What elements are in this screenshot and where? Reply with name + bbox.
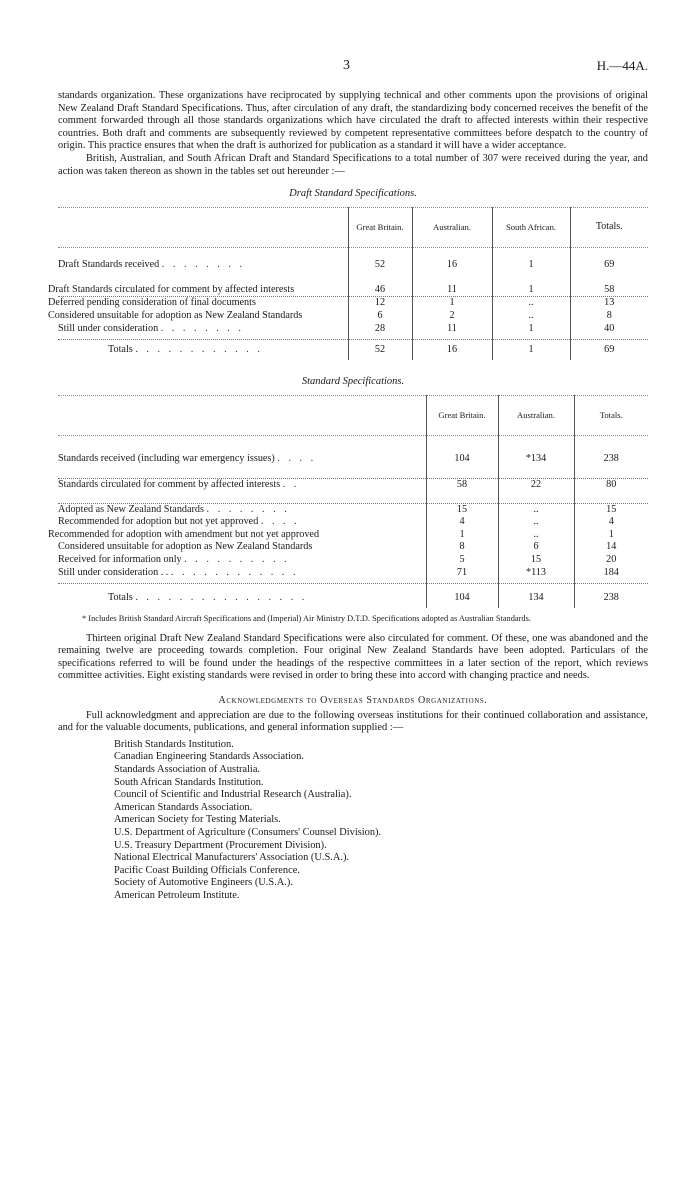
- table-cell: 8: [570, 310, 648, 323]
- draft-table-header-row: [58, 207, 648, 247]
- table-cell: 15: [426, 503, 498, 516]
- table-cell: 1: [574, 529, 648, 542]
- table-cell: 6: [498, 541, 574, 554]
- table-cell: 16: [412, 259, 492, 272]
- table-cell: 22: [498, 478, 574, 491]
- table-cell: 104: [426, 453, 498, 466]
- table-row: [58, 453, 648, 466]
- row-label: Considered unsuitable for adoption as New Zealand Standards: [48, 310, 303, 322]
- table-cell: 104: [426, 583, 498, 608]
- table-cell: 15: [574, 503, 648, 516]
- table-row: [58, 297, 648, 310]
- row-label: Standards received (including war emergency issues): [58, 453, 275, 465]
- leader-dots: . . . . . . . . . . . .: [170, 566, 299, 578]
- organizations-list: [114, 739, 648, 903]
- draft-table-caption: Draft Standard Specifications.: [289, 188, 417, 200]
- table-row: [58, 516, 648, 529]
- leader-dots: . . . . . . . . . . . . . . . .: [135, 591, 308, 603]
- table-cell: *113: [498, 567, 574, 580]
- row-label: Deferred pending consideration of final documents: [58, 297, 348, 310]
- document-reference: H.—44A.: [596, 58, 648, 73]
- table-cell: 4: [574, 516, 648, 529]
- table-cell: 20: [574, 554, 648, 567]
- table-row: [58, 310, 648, 323]
- list-item: South African Standards Institution.: [114, 776, 264, 788]
- page-number: 3: [343, 58, 350, 73]
- table-cell: 8: [426, 541, 498, 554]
- standard-table-header-row: [58, 395, 648, 435]
- list-item: American Petroleum Institute.: [114, 889, 240, 901]
- table-row: [58, 529, 648, 542]
- list-item: British Standards Institution.: [114, 738, 234, 750]
- table-cell: 4: [426, 516, 498, 529]
- table-cell: 1: [492, 323, 570, 336]
- table-cell: 12: [348, 297, 412, 310]
- standard-specifications-table: [48, 395, 648, 608]
- table-row: [58, 541, 648, 554]
- acknowledgments-heading: Acknowledgments to Overseas Standards Organizations.: [218, 695, 488, 707]
- report-page: [48, 58, 648, 903]
- table-cell: 1: [492, 259, 570, 272]
- table-cell: 13: [570, 297, 648, 310]
- leader-dots: . . . . . . . .: [161, 259, 246, 271]
- list-item: National Electrical Manufacturers' Association (U.S.A.).: [114, 852, 350, 864]
- list-item: Society of Automotive Engineers (U.S.A.).: [114, 877, 293, 889]
- row-label: Draft Standards received: [58, 259, 160, 271]
- table-row: [58, 284, 648, 297]
- table-cell: ..: [498, 516, 574, 529]
- table-row: [58, 323, 648, 336]
- totals-row: [58, 339, 648, 360]
- table-cell: 58: [426, 478, 498, 491]
- leader-dots: . . . .: [260, 516, 300, 528]
- table-cell: 6: [348, 310, 412, 323]
- leader-dots: . .: [282, 478, 300, 490]
- list-item: Pacific Coast Building Officials Conference.: [114, 864, 300, 876]
- table-cell: 1: [412, 297, 492, 310]
- table-cell: 134: [498, 583, 574, 608]
- row-label: Considered unsuitable for adoption as New Zealand Standards: [58, 541, 313, 553]
- column-header: Totals.: [570, 207, 648, 247]
- table-row: [58, 259, 648, 272]
- table-cell: 15: [498, 554, 574, 567]
- column-header: Australian.: [412, 207, 492, 247]
- row-label: Received for information only: [58, 553, 182, 565]
- table-cell: 5: [426, 554, 498, 567]
- table-cell: 69: [570, 339, 648, 360]
- table-cell: ..: [492, 297, 570, 310]
- table-cell: 14: [574, 541, 648, 554]
- table-cell: 238: [574, 583, 648, 608]
- table-cell: 52: [348, 259, 412, 272]
- table-cell: 11: [412, 323, 492, 336]
- leader-dots: . . . .: [277, 453, 317, 465]
- row-label: Standards circulated for comment by affected interests: [58, 478, 281, 490]
- standard-table-caption: Standard Specifications.: [301, 376, 405, 388]
- table-row: [58, 567, 648, 580]
- column-header: Great Britain.: [426, 395, 498, 435]
- leader-dots: . . . . . . . .: [160, 322, 244, 334]
- leader-dots: . . . . . . . . . .: [184, 553, 290, 565]
- table-cell: 16: [412, 339, 492, 360]
- totals-row: [58, 583, 648, 608]
- list-item: American Standards Association.: [114, 801, 253, 813]
- table-cell: 1: [492, 339, 570, 360]
- table-row: [58, 503, 648, 516]
- footnote: * Includes British Standard Aircraft Specifications and (Imperial) Air Ministry D.T.D. Specifications adopted as Australian Standards.: [82, 614, 531, 624]
- column-header: Totals.: [574, 395, 648, 435]
- table-cell: 71: [426, 567, 498, 580]
- table-cell: 184: [574, 567, 648, 580]
- page-header: [58, 60, 648, 90]
- table-cell: *134: [498, 453, 574, 466]
- totals-label: Totals: [108, 343, 133, 355]
- paragraph-original-drafts: Thirteen original Draft New Zealand Standard Specifications were also circulated for comment. Of these, one was abandoned and the remaining twelve are proceeding towards completion. Four original New Zealand Standards have been adopted. Particulars of the specifications referred to will be found under the headings of the respective committees in a later section of the report, which reviews committee activities. Eight existing standards were revised in order to bring these into accord with changing practice and needs.: [58, 632, 648, 682]
- row-label: Draft Standards circulated for comment by affected interests: [48, 283, 295, 295]
- table-cell: 1: [492, 284, 570, 297]
- list-item: Council of Scientific and Industrial Research (Australia).: [114, 789, 352, 801]
- table-cell: 40: [570, 323, 648, 336]
- row-label: Recommended for adoption with amendment but not yet approved: [48, 528, 320, 540]
- totals-label: Totals: [108, 591, 133, 603]
- table-row: [58, 478, 648, 491]
- table-cell: 238: [574, 453, 648, 466]
- row-label: Adopted as New Zealand Standards: [58, 503, 204, 515]
- table-cell: 69: [570, 259, 648, 272]
- table-cell: ..: [498, 503, 574, 516]
- table-cell: 46: [348, 284, 412, 297]
- column-header: South African.: [492, 207, 570, 247]
- row-label: Still under consideration . .: [58, 566, 169, 578]
- list-item: U.S. Treasury Department (Procurement Division).: [114, 839, 327, 851]
- table-cell: ..: [498, 529, 574, 542]
- paragraph-acknowledgment: Full acknowledgment and appreciation are due to the following overseas institutions for their continued collaboration and assistance, and for the valuable documents, publications, and general information supplied :—: [58, 709, 648, 734]
- leader-dots: . . . . . . . . . . . .: [135, 343, 263, 355]
- paragraph-specifications-received: British, Australian, and South African Draft and Standard Specifications to a total number of 307 were received during the year, and action was taken thereon as shown in the tables set out hereunder :—: [58, 152, 648, 177]
- list-item: Standards Association of Australia.: [114, 764, 261, 775]
- table-cell: 2: [412, 310, 492, 323]
- column-header: Australian.: [498, 395, 574, 435]
- list-item: Canadian Engineering Standards Association.: [114, 751, 304, 763]
- row-label: Recommended for adoption but not yet approved: [58, 516, 259, 528]
- draft-specifications-table: [48, 207, 648, 361]
- column-header: Great Britain.: [348, 207, 412, 247]
- row-label: Still under consideration: [58, 322, 159, 334]
- table-row: [58, 554, 648, 567]
- table-cell: 80: [574, 478, 648, 491]
- paragraph-standards-organization: standards organization. These organizations have reciprocated by supplying technical and other comments upon the provisions of original New Zealand Draft Standard Specifications. Thus, after circulation of any draft, the standardizing body concerned receives the benefit of the comment forwarded through all those standards organizations which have circulated the draft to affected interests within their respective countries. Both draft and comments are subsequently reviewed by competent representative committees before despatch to the country of origin. This practice ensures that when the draft is authorized for publication as a standard it will have a wider acceptance.: [58, 90, 648, 152]
- table-cell: 1: [426, 529, 498, 542]
- table-cell: 11: [412, 284, 492, 297]
- table-cell: ..: [492, 310, 570, 323]
- leader-dots: . . . . . . . .: [206, 503, 290, 515]
- list-item: American Society for Testing Materials.: [114, 814, 281, 826]
- table-cell: 52: [348, 339, 412, 360]
- list-item: U.S. Department of Agriculture (Consumers' Counsel Division).: [114, 826, 382, 838]
- table-cell: 28: [348, 323, 412, 336]
- table-cell: 58: [570, 284, 648, 297]
